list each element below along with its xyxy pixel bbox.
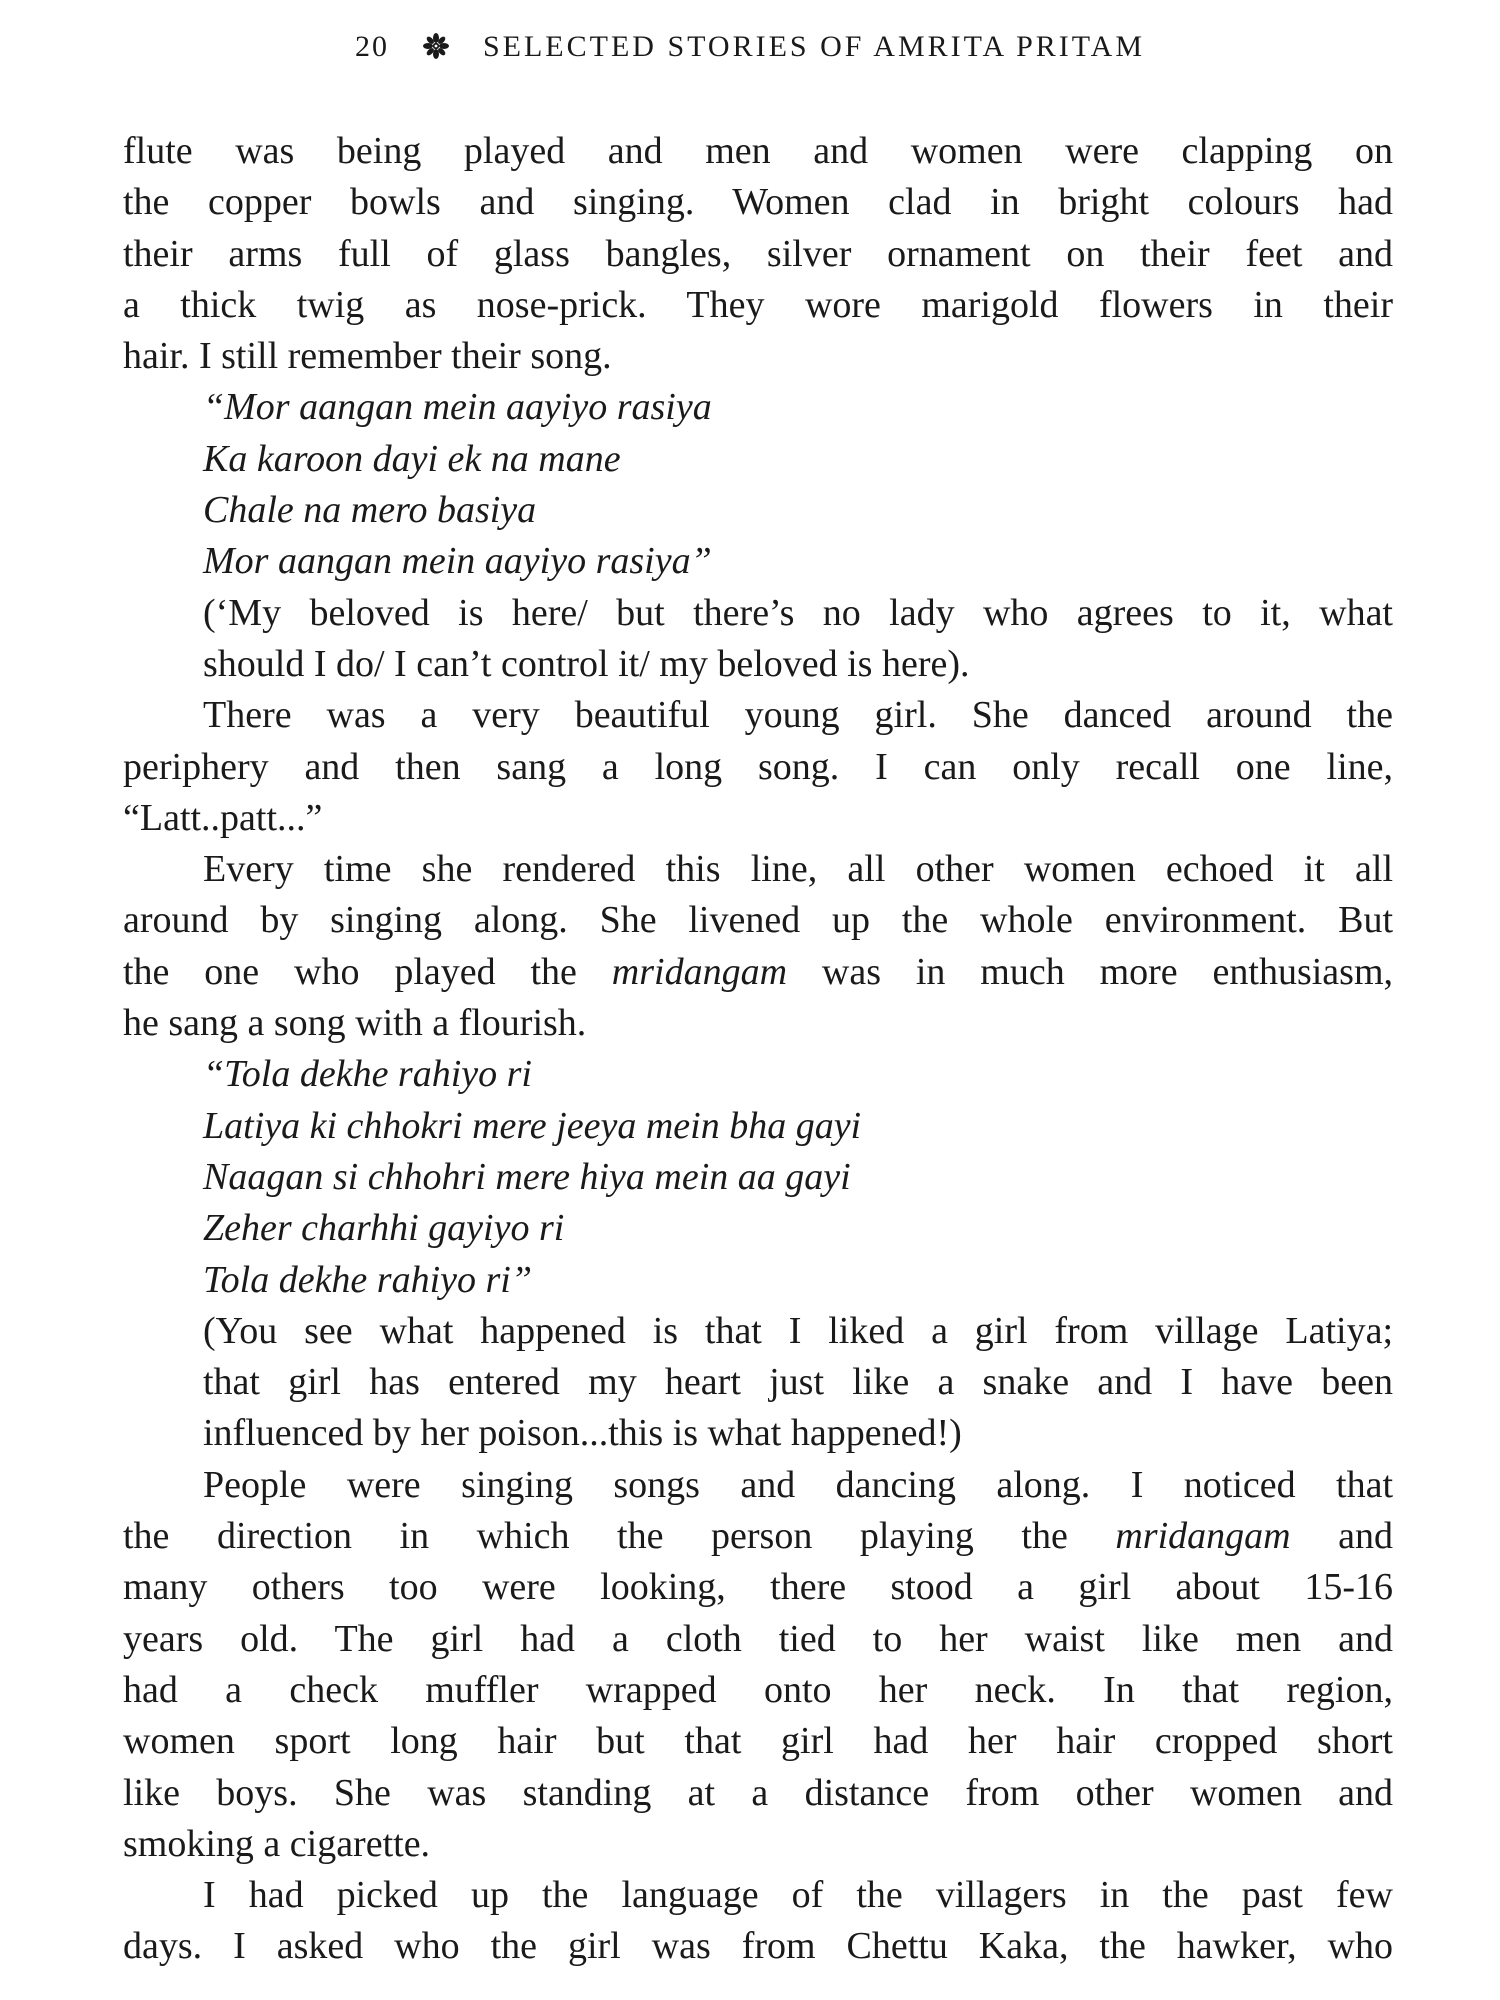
verse-line: Chale na mero basiya (203, 489, 537, 532)
running-head (0, 30, 1500, 67)
text-line: smoking a cigarette. (123, 1822, 431, 1865)
story-text (123, 126, 1393, 1973)
text-line: People were singing songs and dancing along. I noticed that (203, 1463, 1393, 1506)
text-line: had a check muffler wrapped onto her neck. In that region, (123, 1668, 1393, 1711)
text-line: I had picked up the language of the villagers in the past few (203, 1874, 1393, 1917)
translation-line: influenced by her poison...this is what happened!) (203, 1412, 962, 1455)
text-line: their arms full of glass bangles, silver ornament on their feet and (123, 232, 1393, 275)
translation-line: (You see what happened is that I liked a girl from village Latiya; (203, 1309, 1393, 1352)
translation-line: (‘My beloved is here/ but there’s no lady who agrees to it, what (203, 591, 1393, 634)
verse-line: Tola dekhe rahiyo ri” (203, 1258, 532, 1301)
text-line: around by singing along. She livened up the whole environment. But (123, 899, 1393, 942)
text-line: “Latt..patt...” (123, 796, 323, 839)
page-number: 20 (354, 30, 389, 63)
text-line: Every time she rendered this line, all other women echoed it all (203, 848, 1393, 891)
text-line: periphery and then sang a long song. I can only recall one line, (123, 745, 1393, 788)
text-segment: was in much more enthusiasm, (787, 950, 1393, 993)
italic-term: mridangam (1115, 1515, 1291, 1558)
text-segment: and (1290, 1515, 1393, 1558)
text-line: many others too were looking, there stood a girl about 15-16 (123, 1566, 1393, 1609)
translation-line: that girl has entered my heart just like a snake and I have been (203, 1361, 1393, 1404)
text-line: women sport long hair but that girl had her hair cropped short (123, 1720, 1393, 1763)
verse-line: Mor aangan mein aayiyo rasiya” (203, 540, 712, 583)
text-line: like boys. She was standing at a distance from other women and (123, 1771, 1393, 1814)
verse-line: “Tola dekhe rahiyo ri (203, 1053, 532, 1096)
italic-term: mridangam (611, 950, 788, 993)
text-line: the copper bowls and singing. Women clad in bright colours had (123, 181, 1393, 224)
text-line: he sang a song with a flourish. (123, 1002, 587, 1045)
text-line: flute was being played and men and women were clapping on (123, 130, 1393, 172)
verse-line: Zeher charhhi gayiyo ri (203, 1207, 565, 1250)
verse-line: Latiya ki chhokri mere jeeya mein bha gayi (203, 1104, 862, 1147)
lotus-ornament-icon (423, 33, 449, 67)
book-title: SELECTED STORIES OF AMRITA PRITAM (482, 30, 1146, 63)
translation-line: should I do/ I can’t control it/ my beloved is here). (203, 642, 970, 685)
text-line: hair. I still remember their song. (123, 335, 612, 378)
text-line: years old. The girl had a cloth tied to her waist like men and (123, 1617, 1393, 1660)
text-line: There was a very beautiful young girl. She danced around the (203, 694, 1393, 737)
text-segment: the one who played the (123, 950, 612, 993)
verse-line: “Mor aangan mein aayiyo rasiya (203, 386, 712, 429)
verse-line: Naagan si chhohri mere hiya mein aa gayi (203, 1155, 851, 1198)
text-segment: the direction in which the person playing the (123, 1515, 1116, 1558)
text-line: days. I asked who the girl was from Chettu Kaka, the hawker, who (123, 1925, 1393, 1968)
text-line (123, 947, 1393, 998)
verse-line: Ka karoon dayi ek na mane (203, 437, 621, 480)
text-line: a thick twig as nose-prick. They wore marigold flowers in their (123, 283, 1393, 326)
text-line (123, 1511, 1393, 1562)
